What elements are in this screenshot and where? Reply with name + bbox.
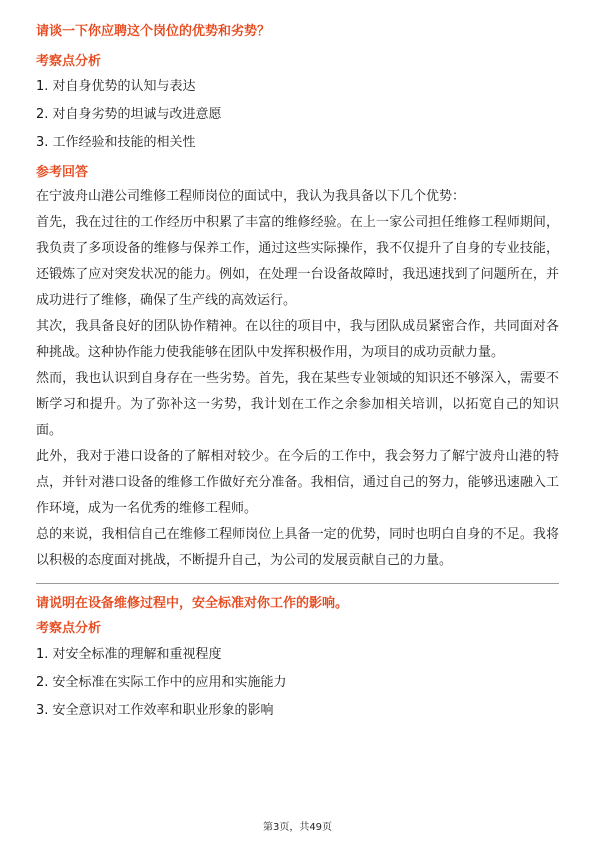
q1-answer-heading: 参考回答 [36,165,89,180]
q1-answer-paragraph-2: 首先，我在过往的工作经历中积累了丰富的维修经验。在上一家公司担任维修工程师期间，我负责了多项设备的维修与保养工作，通过这些实际操作，我不仅提升了自身的专业技能，还锻炼了应对突发状况的能力。例如，在处理一台设备故障时，我迅速找到了问题所在，并成功进行了维修，确保了生产线的高效运行。 [36,215,559,308]
q2-points-heading: 考察点分析 [36,621,102,636]
q2-points-list [36,646,559,720]
q1-answer-paragraph-6: 总的来说，我相信自己在维修工程师岗位上具备一定的优势，同时也明白自身的不足。我将以积极的态度面对挑战，不断提升自己，为公司的发展贡献自己的力量。 [36,527,559,568]
page-number-footer: 第3页，共49页 [262,822,333,833]
q1-points-list [36,78,559,152]
question-2-title: 请说明在设备维修过程中，安全标准对你工作的影响。 [36,596,349,611]
question-2-block [36,594,559,720]
q1-answer-paragraph-3: 其次，我具备良好的团队协作精神。在以往的项目中，我与团队成员紧密合作，共同面对各种挑战。这种协作能力使我能够在团队中发挥积极作用，为项目的成功贡献力量。 [36,319,559,360]
q1-point-1: 1. 对自身优势的认知与表达 [36,79,196,94]
section-divider [36,583,559,584]
q1-points-heading: 考察点分析 [36,54,102,69]
q1-answer-paragraph-5: 此外，我对于港口设备的了解相对较少。在今后的工作中，我会努力了解宁波舟山港的特点，并针对港口设备的维修工作做好充分准备。我相信，通过自己的努力，能够迅速融入工作环境，成为一名优秀的维修工程师。 [36,449,559,516]
document-page [36,22,559,720]
q2-point-2: 2. 安全标准在实际工作中的应用和实施能力 [36,675,287,690]
q1-point-2: 2. 对自身劣势的坦诚与改进意愿 [36,107,222,122]
q2-point-3: 3. 安全意识对工作效率和职业形象的影响 [36,703,274,718]
q1-answer-paragraph-4: 然而，我也认识到自身存在一些劣势。首先，我在某些专业领域的知识还不够深入，需要不断学习和提升。为了弥补这一劣势，我计划在工作之余参加相关培训，以拓宽自己的知识面。 [36,371,559,438]
q1-answer-paragraph-1: 在宁波舟山港公司维修工程师岗位的面试中，我认为我具备以下几个优势： [36,189,466,204]
question-1-block [36,22,559,574]
q1-answer-body [36,184,559,574]
q2-point-1: 1. 对安全标准的理解和重视程度 [36,647,222,662]
q1-point-3: 3. 工作经验和技能的相关性 [36,135,196,150]
question-1-title: 请谈一下你应聘这个岗位的优势和劣势？ [36,24,271,39]
